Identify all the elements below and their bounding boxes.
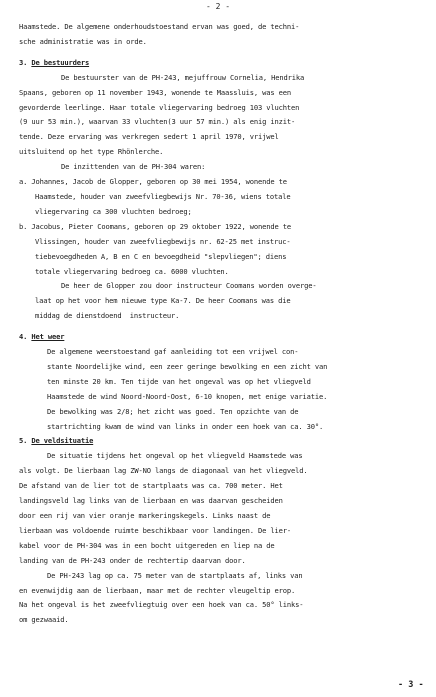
text-line: kabel voor de PH-304 was in een bocht uitgereden en liep na de — [19, 540, 275, 550]
text-line: vliegervaring ca 300 vluchten bedroeg; — [35, 206, 192, 216]
heading-title: Het weer — [31, 332, 65, 342]
section-heading: 4. Het weer — [19, 332, 65, 342]
text-line: Vlissingen, houder van zweefvliegbewijs nr. 62-25 met instruc- — [35, 236, 291, 246]
text-line: totale vliegervaring bedroeg ca. 6000 vluchten. — [35, 266, 229, 276]
text-line: a. Johannes, Jacob de Glopper, geboren op 30 mei 1954, wonende te — [19, 177, 287, 187]
text-line: De afstand van de lier tot de startplaats was ca. 700 meter. Het — [19, 481, 283, 491]
page-number-top: - 2 - — [205, 2, 231, 11]
text-line: Haamstede. De algemene onderhoudstoestand ervan was goed, de techni- — [19, 22, 300, 31]
text-line: en evenwijdig aan de lierbaan, maar met de rechter vleugeltip erop. — [19, 585, 296, 595]
text-line: b. Jacobus, Pieter Coomans, geboren op 29 oktober 1922, wonende te — [19, 221, 291, 231]
text-line: Spaans, geboren op 11 november 1943, wonende te Maassluis, was een — [19, 87, 291, 97]
text-line: De inzittenden van de PH-304 waren: — [61, 162, 206, 172]
text-line: tende. Deze ervaring was verkregen sedert 1 april 1970, vrijwel — [19, 132, 279, 142]
text-line: om gezwaaid. — [19, 615, 69, 625]
text-line: uitsluitend op het type Rhönlerche. — [19, 147, 164, 157]
text-line: De PH-243 lag op ca. 75 meter van de startplaats af, links van — [47, 570, 303, 580]
text-line: De heer de Glopper zou door instructeur Coomans worden overge- — [61, 281, 317, 291]
text-line: sche administratie was in orde. — [19, 36, 147, 46]
text-line: ten minste 20 km. Ten tijde van het ongeval was op het vliegveld — [47, 376, 311, 386]
document-body — [0, 20, 436, 628]
text-line: landingsveld lag links van de lierbaan en was daarvan gescheiden — [19, 496, 283, 506]
text-line: lierbaan was voldoende ruimte beschikbaar voor landingen. De lier- — [19, 525, 291, 535]
page-number-bottom: - 3 - — [398, 680, 424, 690]
text-line: Na het ongeval is het zweefvliegtuig over een hoek van ca. 50° links- — [19, 600, 304, 610]
section-heading: 5. De veldsituatie — [19, 436, 94, 446]
text-line: stante Noordelijke wind, een zeer geringe bewolking en een zicht van — [47, 361, 328, 371]
text-line: middag de dienstdoend instructeur. — [35, 311, 180, 321]
section-heading: 3. De bestuurders — [19, 57, 90, 67]
text-line: gevorderde leerlinge. Haar totale vliegervaring bedroeg 103 vluchten — [19, 102, 300, 112]
text-line: Haamstede de wind Noord-Noord-Oost, 6-10 knopen, met enige variatie. — [47, 391, 328, 401]
heading-title: De bestuurders — [31, 57, 90, 67]
text-line: landing van de PH-243 onder de rechtertip daarvan door. — [19, 555, 246, 565]
text-line: De situatie tijdens het ongeval op het vliegveld Haamstede was — [47, 451, 303, 461]
heading-title: De veldsituatie — [31, 436, 94, 446]
text-line: laat op het voor hem nieuwe type Ka-7. De heer Coomans was die — [35, 296, 291, 306]
text-line: De algemene weerstoestand gaf aanleiding tot een vrijwel con- — [47, 347, 299, 357]
text-line: Haamstede, houder van zweefvliegbewijs Nr. 70-36, wiens totale — [35, 191, 291, 201]
text-line: startrichting kwam de wind van links in onder een hoek van ca. 30°. — [47, 421, 324, 431]
text-line: (9 uur 53 min.), waarvan 33 vluchten(3 uur 57 min.) als enig inzit- — [19, 117, 296, 127]
text-line: als volgt. De lierbaan lag ZW-NO langs de diagonaal van het vliegveld. — [19, 466, 308, 476]
text-line: tiebevoegdheden A, B en C en bevoegdheid "slepvliegen"; diens — [35, 251, 287, 261]
text-line: De bestuurster van de PH-243, mejuffrouw Cornelia, Hendrika — [61, 72, 305, 82]
text-line: De bewolking was 2/8; het zicht was goed. Ten opzichte van de — [47, 406, 299, 416]
text-line: door een rij van vier oranje markeringskegels. Links naast de — [19, 511, 271, 520]
